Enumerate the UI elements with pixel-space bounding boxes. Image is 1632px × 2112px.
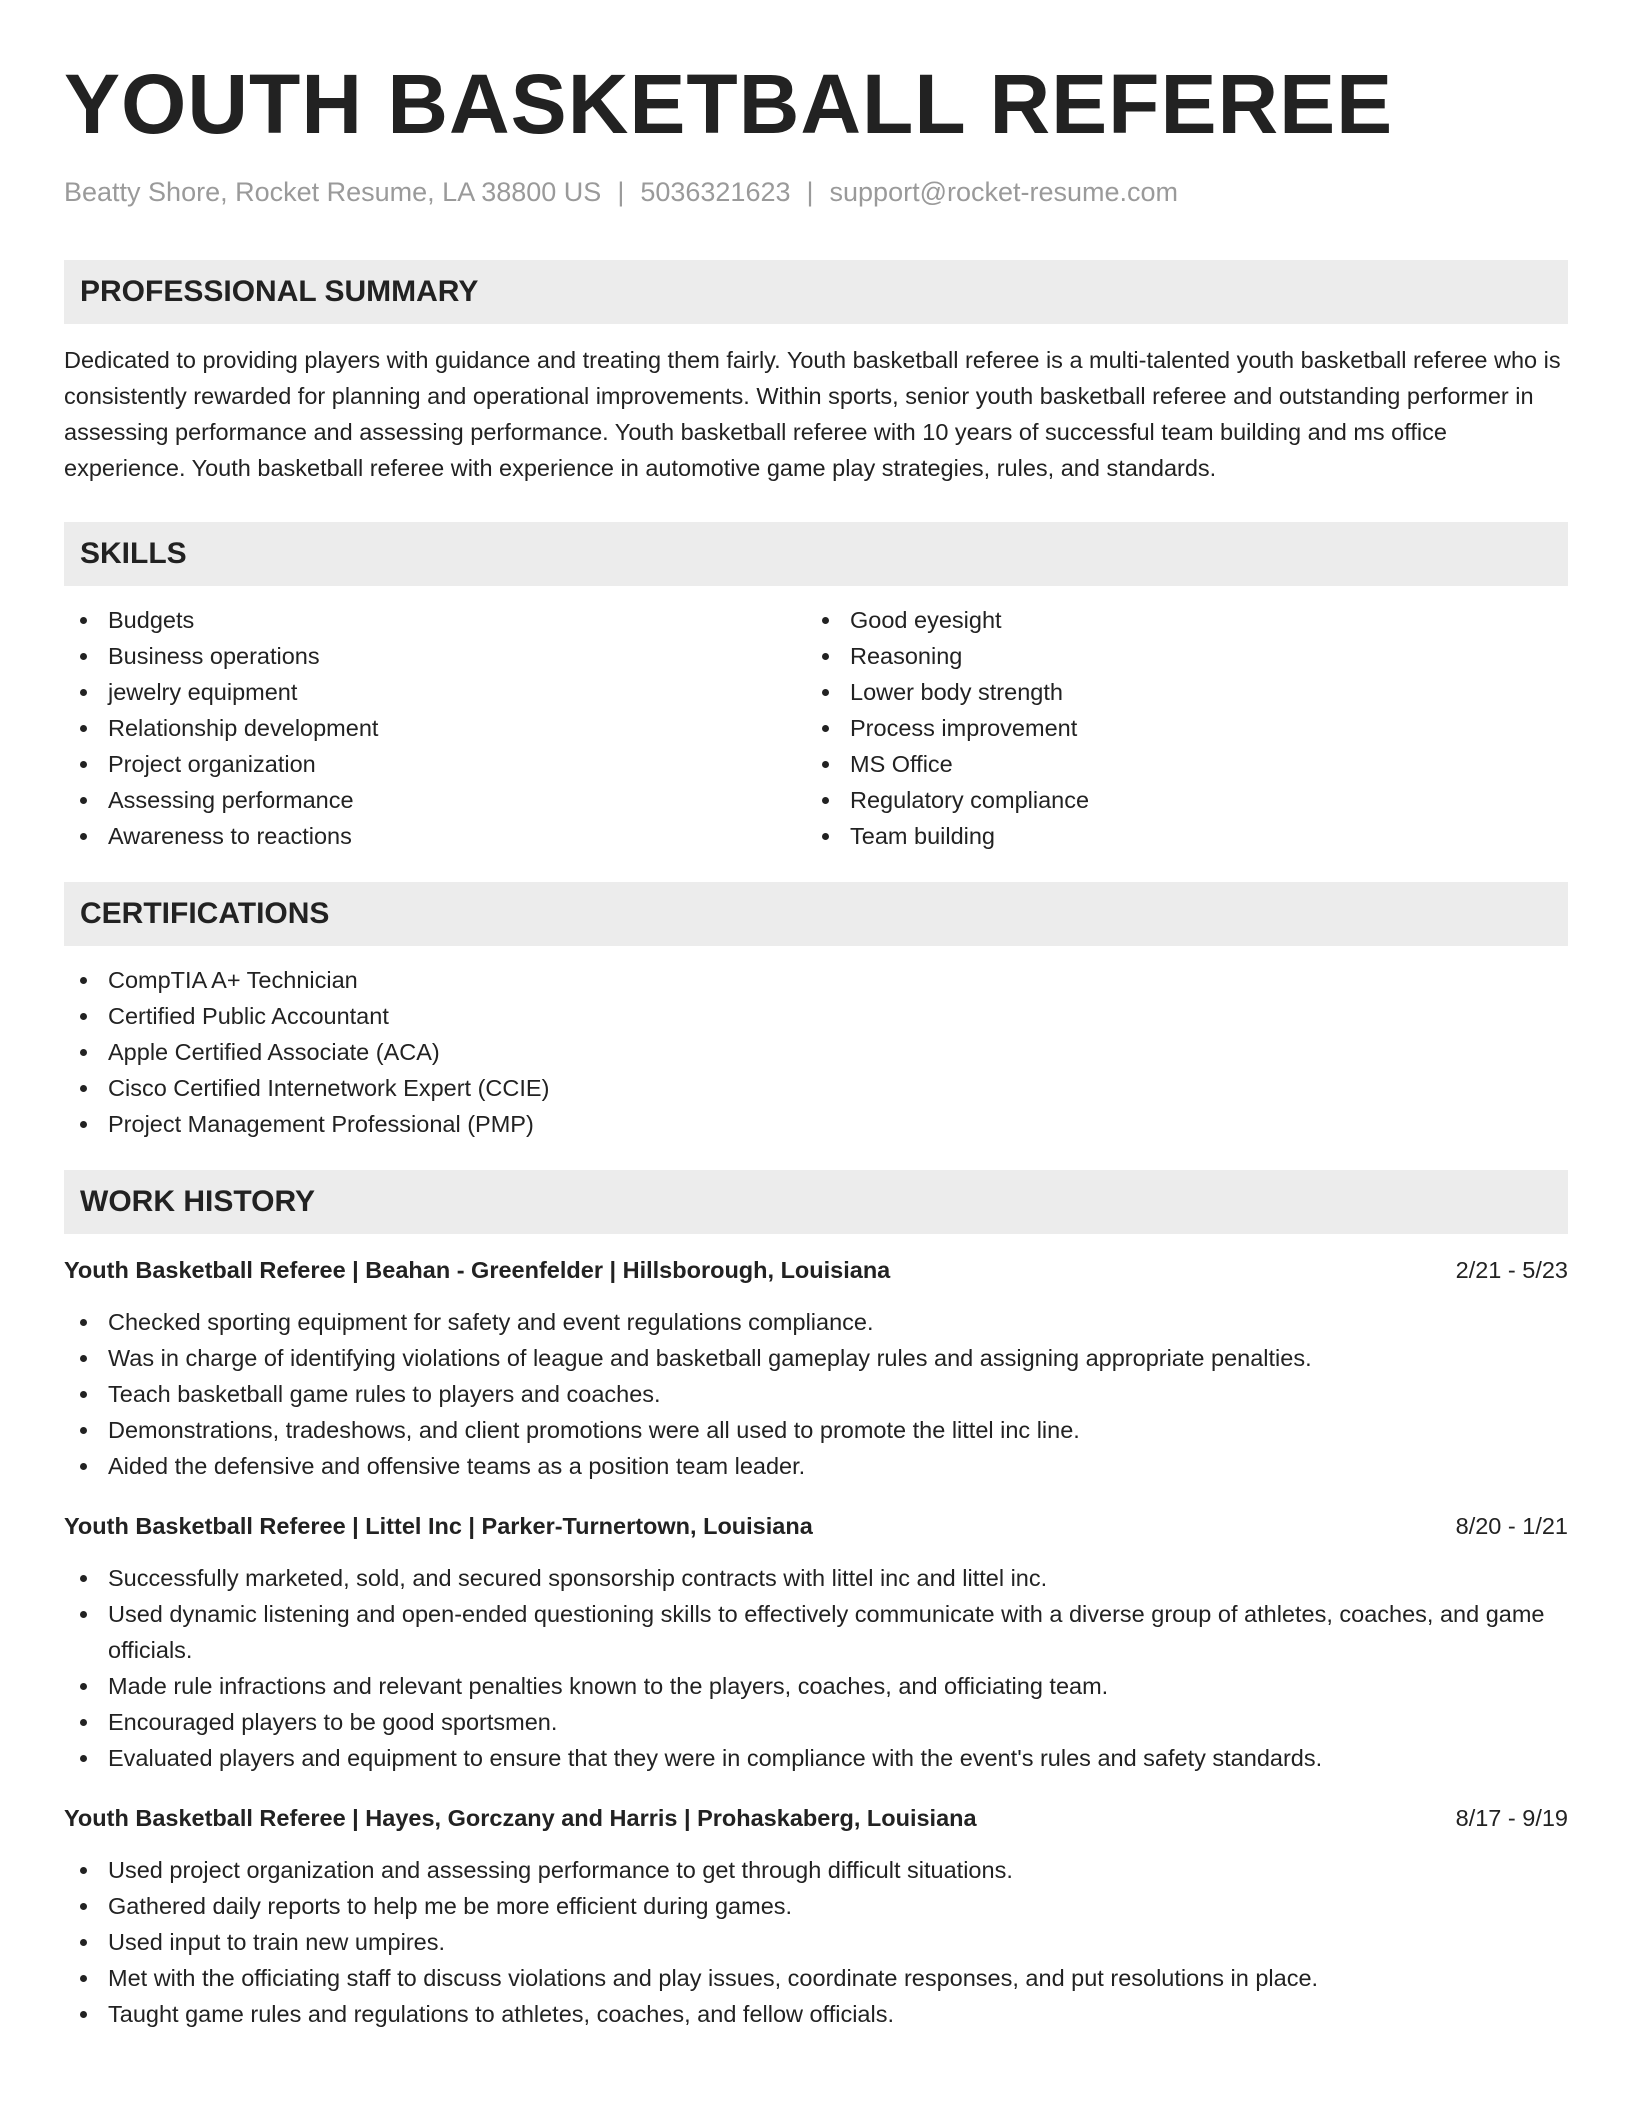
skill-item: Project organization: [64, 746, 806, 782]
job-bullet: Met with the officiating staff to discuss violations and play issues, coordinate responses, and put resolutions in place.: [64, 1960, 1568, 1996]
contact-address: Beatty Shore, Rocket Resume, LA 38800 US: [64, 177, 602, 207]
job-bullet: Teach basketball game rules to players and coaches.: [64, 1376, 1568, 1412]
skill-item: Lower body strength: [806, 674, 1548, 710]
certification-item: Apple Certified Associate (ACA): [64, 1034, 1568, 1070]
job-entry: [64, 1508, 1568, 1776]
certifications-heading: CERTIFICATIONS: [64, 882, 1568, 946]
skill-item: jewelry equipment: [64, 674, 806, 710]
job-dates: 8/17 - 9/19: [1455, 1805, 1568, 1831]
job-bullets: [64, 1304, 1568, 1484]
job-title: Youth Basketball Referee | Hayes, Gorczany and Harris | Prohaskaberg, Louisiana: [64, 1805, 977, 1831]
job-bullet: Used input to train new umpires.: [64, 1924, 1568, 1960]
job-bullet: Gathered daily reports to help me be more efficient during games.: [64, 1888, 1568, 1924]
job-bullet: Evaluated players and equipment to ensure that they were in compliance with the event's rules and safety standards.: [64, 1740, 1568, 1776]
work-history-heading: WORK HISTORY: [64, 1170, 1568, 1234]
job-bullets: [64, 1560, 1568, 1776]
skill-item: Relationship development: [64, 710, 806, 746]
skill-item: Assessing performance: [64, 782, 806, 818]
job-bullets: [64, 1852, 1568, 2032]
job-title: Youth Basketball Referee | Littel Inc | Parker-Turnertown, Louisiana: [64, 1513, 813, 1539]
job-dates: 2/21 - 5/23: [1455, 1257, 1568, 1283]
contact-phone: 5036321623: [640, 177, 791, 207]
skill-item: Regulatory compliance: [806, 782, 1548, 818]
job-bullet: Encouraged players to be good sportsmen.: [64, 1704, 1568, 1740]
job-bullet: Used dynamic listening and open-ended questioning skills to effectively communicate with a diverse group of athletes, coaches, and game officials.: [64, 1596, 1568, 1668]
contact-separator: |: [617, 177, 625, 207]
skill-item: Awareness to reactions: [64, 818, 806, 854]
resume-title: YOUTH BASKETBALL REFEREE: [64, 57, 1394, 151]
job-bullet: Used project organization and assessing performance to get through difficult situations.: [64, 1852, 1568, 1888]
contact-email: support@rocket-resume.com: [829, 177, 1179, 207]
job-entry: [64, 1252, 1568, 1484]
job-bullet: Demonstrations, tradeshows, and client promotions were all used to promote the littel inc line.: [64, 1412, 1568, 1448]
skill-item: Team building: [806, 818, 1548, 854]
skills-heading: SKILLS: [64, 522, 1568, 586]
summary-heading: PROFESSIONAL SUMMARY: [64, 260, 1568, 324]
job-bullet: Aided the defensive and offensive teams as a position team leader.: [64, 1448, 1568, 1484]
certification-item: Project Management Professional (PMP): [64, 1106, 1568, 1142]
job-dates: 8/20 - 1/21: [1455, 1513, 1568, 1539]
job-bullet: Checked sporting equipment for safety and event regulations compliance.: [64, 1304, 1568, 1340]
job-bullet: Made rule infractions and relevant penalties known to the players, coaches, and officiating team.: [64, 1668, 1568, 1704]
certification-item: Cisco Certified Internetwork Expert (CCIE): [64, 1070, 1568, 1106]
skill-item: Budgets: [64, 602, 806, 638]
job-header: [64, 1800, 1568, 1836]
skills-left-list: [64, 602, 806, 854]
certification-item: Certified Public Accountant: [64, 998, 1568, 1034]
skill-item: Business operations: [64, 638, 806, 674]
certification-item: CompTIA A+ Technician: [64, 962, 1568, 998]
skill-item: Reasoning: [806, 638, 1548, 674]
skills-right-list: [806, 602, 1548, 854]
skill-item: Good eyesight: [806, 602, 1548, 638]
job-bullet: Taught game rules and regulations to athletes, coaches, and fellow officials.: [64, 1996, 1568, 2032]
certifications-list: [64, 962, 1568, 1142]
skill-item: MS Office: [806, 746, 1548, 782]
job-bullet: Successfully marketed, sold, and secured sponsorship contracts with littel inc and littel inc.: [64, 1560, 1568, 1596]
job-title: Youth Basketball Referee | Beahan - Greenfelder | Hillsborough, Louisiana: [64, 1257, 891, 1283]
job-header: [64, 1252, 1568, 1288]
job-header: [64, 1508, 1568, 1544]
skill-item: Process improvement: [806, 710, 1548, 746]
skills-columns: [64, 602, 1568, 854]
job-entry: [64, 1800, 1568, 2032]
job-bullet: Was in charge of identifying violations of league and basketball gameplay rules and assigning appropriate penalties.: [64, 1340, 1568, 1376]
summary-text: Dedicated to providing players with guidance and treating them fairly. Youth basketball referee is a multi-talented youth basketball referee who is consistently rewarded for planning and operational improvements. Within sports, senior youth basketball referee and outstanding performer in assessing performance and assessing performance. Youth basketball referee with 10 years of successful team building and ms office experience. Youth basketball referee with experience in automotive game play strategies, rules, and standards.: [64, 347, 1561, 481]
contact-line: [64, 174, 1568, 210]
contact-separator: |: [806, 177, 814, 207]
